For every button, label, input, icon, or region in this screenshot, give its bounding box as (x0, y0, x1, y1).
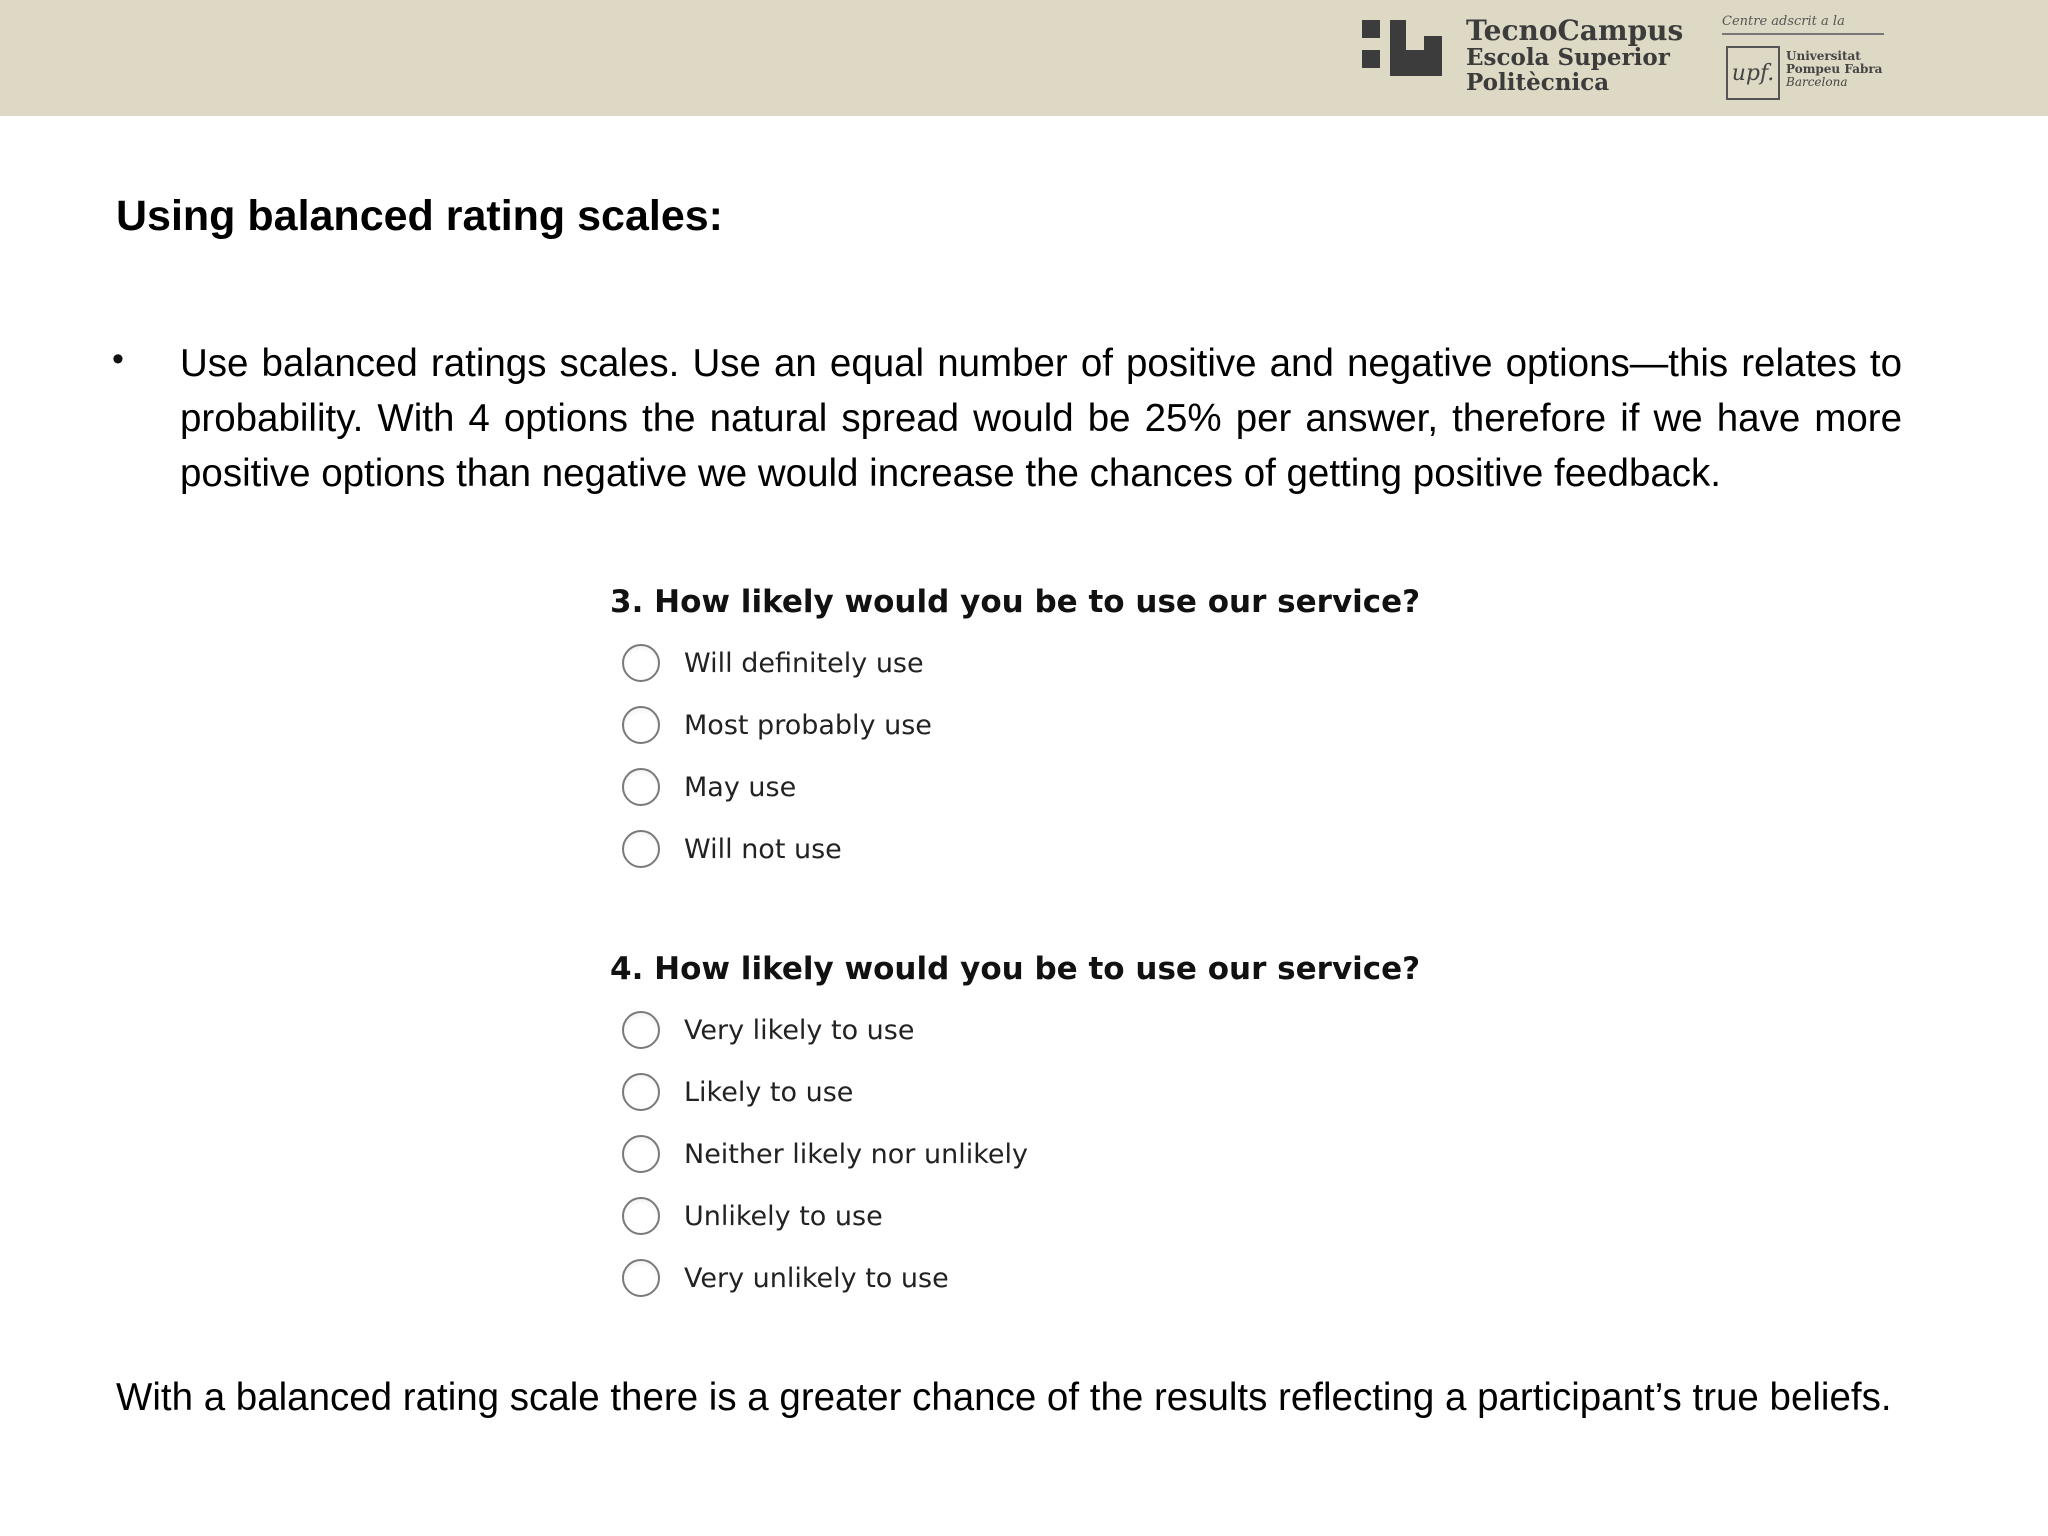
radio-icon[interactable] (622, 1197, 660, 1235)
radio-option[interactable] (610, 632, 1510, 694)
radio-icon[interactable] (622, 706, 660, 744)
option-label: Will definitely use (684, 647, 924, 679)
radio-option[interactable] (610, 1247, 1510, 1309)
question-3-title: 3. How likely would you be to use our service? (610, 584, 1421, 620)
radio-icon[interactable] (622, 830, 660, 868)
radio-icon[interactable] (622, 768, 660, 806)
option-label: Most probably use (684, 709, 932, 741)
upf-line3: Barcelona (1786, 75, 1848, 90)
bullet-text: Use balanced ratings scales. Use an equal number of positive and negative options—this relates to probability. With 4 options the natural spread would be 25% per answer, therefore if we have more positive options than negative we would increase the chances of getting positive feedback. (180, 342, 1902, 495)
radio-icon[interactable] (622, 1135, 660, 1173)
upf-caption: Centre adscrit a la (1722, 14, 1884, 35)
option-label: May use (684, 771, 797, 803)
upf-line1: Universitat (1786, 49, 1861, 63)
radio-option[interactable] (610, 1123, 1510, 1185)
conclusion-text: With a balanced rating scale there is a greater chance of the results reflecting a participant’s true beliefs. (116, 1376, 1892, 1419)
option-label: Very likely to use (684, 1014, 915, 1046)
upf-line2: Pompeu Fabra (1786, 62, 1883, 77)
radio-option[interactable] (610, 694, 1510, 756)
tecnocampus-wordmark (1466, 16, 1683, 96)
survey-question-3 (610, 578, 1510, 880)
radio-option[interactable] (610, 818, 1510, 880)
option-label: Likely to use (684, 1076, 854, 1108)
tecnocampus-faculty: Politècnica (1466, 69, 1610, 97)
survey-question-4 (610, 945, 1510, 1309)
header-bar (0, 0, 2048, 116)
slide-title: Using balanced rating scales: (116, 192, 723, 240)
tecnocampus-logo-icon (1362, 20, 1442, 76)
option-label: Very unlikely to use (684, 1262, 949, 1294)
radio-option[interactable] (610, 999, 1510, 1061)
radio-option[interactable] (610, 756, 1510, 818)
radio-icon[interactable] (622, 1011, 660, 1049)
option-label: Will not use (684, 833, 842, 865)
tecnocampus-name: TecnoCampus (1466, 14, 1684, 47)
question-4-title: 4. How likely would you be to use our service? (610, 951, 1421, 987)
radio-icon[interactable] (622, 1073, 660, 1111)
option-label: Unlikely to use (684, 1200, 883, 1232)
tecnocampus-school: Escola Superior (1466, 44, 1670, 72)
upf-name (1786, 50, 1882, 90)
upf-mark: upf. (1726, 46, 1780, 100)
radio-option[interactable] (610, 1061, 1510, 1123)
option-label: Neither likely nor unlikely (684, 1138, 1028, 1170)
radio-icon[interactable] (622, 644, 660, 682)
bullet-marker: • (112, 340, 124, 378)
upf-logo (1722, 12, 1884, 104)
radio-icon[interactable] (622, 1259, 660, 1297)
radio-option[interactable] (610, 1185, 1510, 1247)
